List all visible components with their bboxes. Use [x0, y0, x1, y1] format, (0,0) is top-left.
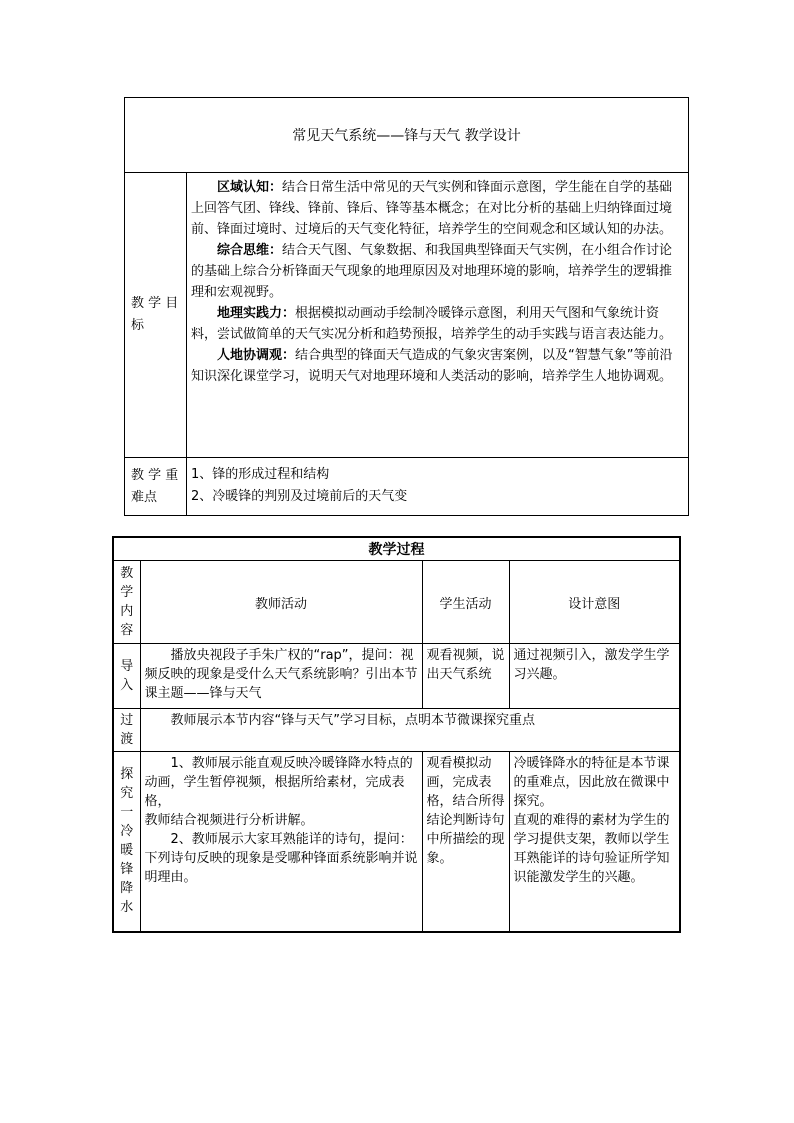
goals-cell — [187, 173, 689, 458]
goal-head: 地理实践力： — [217, 306, 296, 321]
explore1-label: 探究一冷暖锋降水 — [113, 752, 140, 932]
transition-label: 过渡 — [113, 709, 140, 752]
key-points-cell — [187, 458, 689, 516]
explore1-teacher — [140, 752, 422, 932]
intro-intent: 通过视频引入，激发学生学习兴趣。 — [509, 644, 680, 709]
design-table — [124, 97, 689, 516]
explore1-teacher-p2: 教师结合视频进行分析讲解。 — [144, 813, 314, 828]
intro-teacher — [140, 644, 422, 709]
col-teacher-header: 教师活动 — [140, 561, 422, 644]
goal-item — [191, 177, 684, 240]
explore1-teacher-p3: 2、教师展示大家耳熟能详的诗句，提问：下列诗句反映的现象是受哪种锋面系统影响并说明理由。 — [144, 832, 418, 885]
goal-head: 综合思维： — [217, 243, 283, 258]
transition-teacher-text: 教师展示本节内容“锋与天气”学习目标，点明本节微课探究重点 — [170, 713, 535, 728]
col-intent-header: 设计意图 — [509, 561, 680, 644]
goal-head: 人地协调观： — [217, 348, 296, 363]
explore1-teacher-p1: 1、教师展示能直观反映冷暖锋降水特点的动画，学生暂停视频，根据所给素材，完成表格， — [144, 756, 413, 809]
explore1-intent-p2: 直观的难得的素材为学生的学习提供支架，教师以学生耳熟能详的诗句验证所学知识能激发学生的兴趣。 — [513, 813, 670, 885]
goal-head: 区域认知： — [217, 180, 283, 195]
key-point: 1、锋的形成过程和结构 — [191, 467, 330, 482]
key-label: 教 学 重 难点 — [125, 458, 187, 516]
goals-label: 教 学 目 标 — [125, 173, 187, 458]
document-title: 常见天气系统——锋与天气 教学设计 — [125, 98, 689, 173]
goal-item — [191, 345, 684, 387]
intro-label: 导入 — [113, 644, 140, 709]
transition-teacher — [140, 709, 680, 752]
goal-text: 结合日常生活中常见的天气实例和锋面示意图，学生能在自学的基础上回答气团、锋线、锋前、锋后、锋等基本概念；在对比分析的基础上归纳锋面过境前、锋面过境时、过境后的天气变化特征，培养学生的空间观念和区域认知的办法。 — [191, 180, 673, 237]
goal-text: 根据模拟动画动手绘制冷暖锋示意图，利用天气图和气象统计资料，尝试做简单的天气实况分析和趋势预报，培养学生的动手实践与语言表达能力。 — [191, 306, 673, 342]
key-point: 2、冷暖锋的判别及过境前后的天气变 — [191, 489, 408, 504]
goal-item — [191, 303, 684, 345]
goal-text: 结合天气图、气象数据、和我国典型锋面天气实例，在小组合作讨论的基础上综合分析锋面天气现象的地理原因及对地理环境的影响，培养学生的逻辑推理和宏观视野。 — [191, 243, 673, 300]
intro-student: 观看视频，说出天气系统 — [422, 644, 509, 709]
explore1-student: 观看模拟动画，完成表格，结合所得结论判断诗句中所描绘的现象。 — [422, 752, 509, 932]
goal-item — [191, 240, 684, 303]
goal-text: 结合典型的锋面天气造成的气象灾害案例，以及“智慧气象”等前沿知识深化课堂学习，说明天气对地理环境和人类活动的影响，培养学生人地协调观。 — [191, 348, 673, 384]
col-content-header: 教学内容 — [113, 561, 140, 644]
process-table — [112, 536, 681, 933]
explore1-intent — [509, 752, 680, 932]
intro-teacher-text: 播放央视段子手朱广权的“rap”，提问：视频反映的现象是受什么天气系统影响？引出本节课主题——锋与天气 — [144, 648, 418, 701]
col-student-header: 学生活动 — [422, 561, 509, 644]
explore1-intent-p1: 冷暖锋降水的特征是本节课的重难点，因此放在微课中探究。 — [513, 756, 670, 809]
process-title: 教学过程 — [113, 537, 680, 561]
